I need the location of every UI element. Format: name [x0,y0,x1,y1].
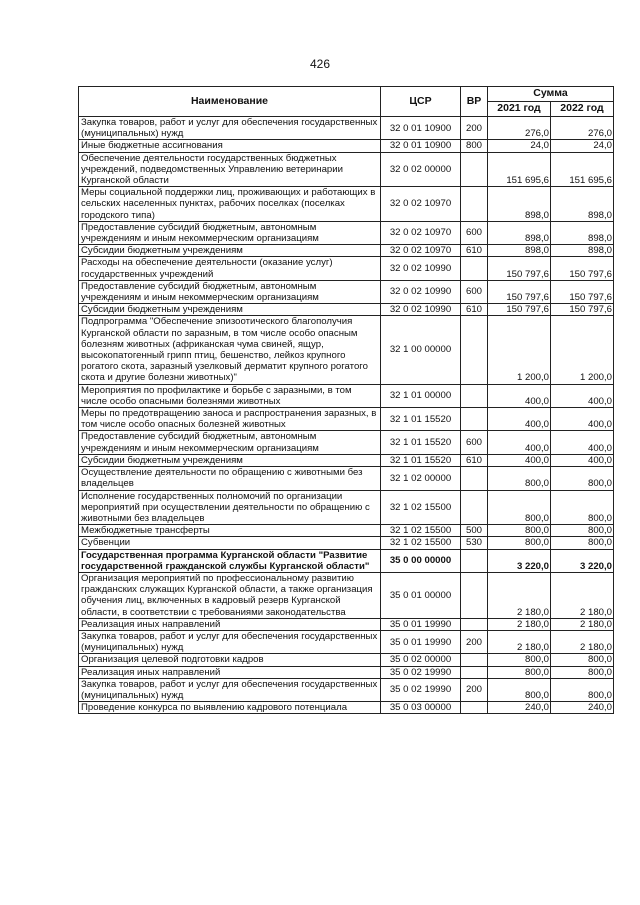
row-csr: 32 1 00 00000 [381,316,461,384]
row-vr [461,572,488,618]
row-name: Обеспечение деятельности государственных бюджетных учреждений, подведомственных Управлению ветеринарии Курганской области [79,152,381,187]
row-name: Субсидии бюджетным учреждениям [79,454,381,466]
row-csr: 35 0 02 19990 [381,666,461,678]
row-sum-2021: 400,0 [488,408,551,431]
row-csr: 32 0 01 10900 [381,117,461,140]
row-vr: 610 [461,245,488,257]
row-sum-2021: 240,0 [488,702,551,714]
table-row [79,257,614,280]
row-sum-2022: 800,0 [551,525,614,537]
table-row [79,280,614,303]
row-vr: 610 [461,454,488,466]
row-csr: 32 0 02 00000 [381,152,461,187]
table-row [79,572,614,618]
header-name: Наименование [79,87,381,117]
table-row [79,702,614,714]
row-sum-2021: 2 180,0 [488,618,551,630]
table-row [79,117,614,140]
table-row [79,678,614,701]
budget-table [78,86,614,714]
row-sum-2022: 2 180,0 [551,618,614,630]
row-name: Осуществление деятельности по обращению с животными без владельцев [79,467,381,490]
row-sum-2022: 400,0 [551,431,614,454]
row-name: Реализация иных направлений [79,666,381,678]
table-row [79,525,614,537]
row-name: Субвенции [79,537,381,549]
row-csr: 32 1 01 15520 [381,454,461,466]
row-name: Исполнение государственных полномочий по организации мероприятий при осуществлении деятельности по обращению с животными без владельцев [79,490,381,525]
row-name: Предоставление субсидий бюджетным, автономным учреждениям и иным некоммерческим организациям [79,221,381,244]
row-sum-2022: 800,0 [551,467,614,490]
row-vr [461,408,488,431]
row-csr: 35 0 03 00000 [381,702,461,714]
row-name: Закупка товаров, работ и услуг для обеспечения государственных (муниципальных) нужд [79,630,381,653]
row-vr: 200 [461,678,488,701]
row-vr [461,666,488,678]
row-name: Мероприятия по профилактике и борьбе с заразными, в том числе особо опасными болезнями животных [79,384,381,407]
row-csr: 32 0 02 10990 [381,280,461,303]
row-name: Закупка товаров, работ и услуг для обеспечения государственных (муниципальных) нужд [79,117,381,140]
header-2022: 2022 год [551,102,614,117]
row-sum-2021: 800,0 [488,537,551,549]
header-csr: ЦСР [381,87,461,117]
row-sum-2022: 898,0 [551,221,614,244]
table-row [79,408,614,431]
row-sum-2021: 800,0 [488,678,551,701]
table-row [79,467,614,490]
row-sum-2022: 898,0 [551,245,614,257]
row-vr [461,618,488,630]
table-row [79,630,614,653]
row-csr: 35 0 01 19990 [381,618,461,630]
row-sum-2021: 800,0 [488,654,551,666]
row-sum-2022: 1 200,0 [551,316,614,384]
row-csr: 35 0 02 00000 [381,654,461,666]
header-sum: Сумма [488,87,614,102]
row-name: Предоставление субсидий бюджетным, автономным учреждениям и иным некоммерческим организациям [79,431,381,454]
row-vr [461,187,488,222]
table-row [79,316,614,384]
row-sum-2021: 400,0 [488,384,551,407]
row-csr: 32 0 01 10900 [381,140,461,152]
row-sum-2021: 24,0 [488,140,551,152]
table-row [79,140,614,152]
row-vr [461,316,488,384]
row-sum-2022: 151 695,6 [551,152,614,187]
row-sum-2022: 800,0 [551,537,614,549]
table-header [79,87,614,117]
row-sum-2022: 800,0 [551,654,614,666]
row-name: Межбюджетные трансферты [79,525,381,537]
table-row [79,221,614,244]
row-vr [461,257,488,280]
row-vr [461,384,488,407]
row-csr: 32 0 02 10990 [381,257,461,280]
row-sum-2021: 151 695,6 [488,152,551,187]
row-sum-2022: 2 180,0 [551,630,614,653]
row-sum-2022: 400,0 [551,454,614,466]
row-sum-2022: 240,0 [551,702,614,714]
row-csr: 35 0 01 00000 [381,572,461,618]
row-name: Расходы на обеспечение деятельности (оказание услуг) государственных учреждений [79,257,381,280]
row-vr: 200 [461,630,488,653]
row-sum-2021: 800,0 [488,467,551,490]
row-sum-2022: 400,0 [551,408,614,431]
row-csr: 35 0 02 19990 [381,678,461,701]
row-csr: 32 1 02 15500 [381,537,461,549]
row-vr: 600 [461,221,488,244]
table-row [79,537,614,549]
row-name: Подпрограмма "Обеспечение эпизоотического благополучия Курганской области по заразным, в том числе особо опасным болезням животных (африканская чума свиней, ящур, высокопатогенный грипп птиц, бешенство, лейкоз крупного рогатого скота, заразный узелковый дерматит крупного рогатого скота и другие болезни животных)" [79,316,381,384]
header-2021: 2021 год [488,102,551,117]
row-vr [461,702,488,714]
row-sum-2022: 400,0 [551,384,614,407]
table-row [79,618,614,630]
row-csr: 32 0 02 10970 [381,221,461,244]
row-vr [461,490,488,525]
table-row [79,490,614,525]
row-sum-2022: 898,0 [551,187,614,222]
row-sum-2021: 400,0 [488,431,551,454]
row-vr: 530 [461,537,488,549]
row-sum-2022: 800,0 [551,678,614,701]
row-vr: 600 [461,431,488,454]
row-name: Закупка товаров, работ и услуг для обеспечения государственных (муниципальных) нужд [79,678,381,701]
row-sum-2022: 800,0 [551,490,614,525]
row-sum-2021: 2 180,0 [488,572,551,618]
row-sum-2022: 800,0 [551,666,614,678]
table-row [79,152,614,187]
row-sum-2022: 3 220,0 [551,549,614,572]
row-vr: 200 [461,117,488,140]
row-sum-2021: 150 797,6 [488,280,551,303]
row-csr: 32 1 02 00000 [381,467,461,490]
row-csr: 35 0 01 19990 [381,630,461,653]
row-csr: 32 1 02 15500 [381,525,461,537]
row-name: Проведение конкурса по выявлению кадрового потенциала [79,702,381,714]
row-csr: 35 0 00 00000 [381,549,461,572]
row-vr [461,152,488,187]
row-csr: 32 0 02 10990 [381,304,461,316]
row-name: Субсидии бюджетным учреждениям [79,245,381,257]
table-row [79,666,614,678]
row-csr: 32 0 02 10970 [381,245,461,257]
row-name: Иные бюджетные ассигнования [79,140,381,152]
row-sum-2021: 2 180,0 [488,630,551,653]
row-sum-2022: 2 180,0 [551,572,614,618]
row-name: Меры по предотвращению заноса и распространения заразных, в том числе особо опасных болезней животных [79,408,381,431]
row-csr: 32 1 01 15520 [381,431,461,454]
row-sum-2021: 800,0 [488,525,551,537]
table-row [79,431,614,454]
row-csr: 32 1 01 15520 [381,408,461,431]
row-sum-2021: 3 220,0 [488,549,551,572]
row-sum-2022: 150 797,6 [551,304,614,316]
row-sum-2021: 898,0 [488,245,551,257]
row-vr [461,549,488,572]
header-vr: ВР [461,87,488,117]
table-row [79,654,614,666]
row-name: Организация мероприятий по профессиональному развитию гражданских служащих Курганской области, а также организация обучения лиц, включенных в кадровый резерв Курганской области, в соответствии с требованиями законодательства [79,572,381,618]
table-row [79,384,614,407]
row-sum-2021: 1 200,0 [488,316,551,384]
row-vr: 800 [461,140,488,152]
table-row [79,187,614,222]
row-name: Предоставление субсидий бюджетным, автономным учреждениям и иным некоммерческим организациям [79,280,381,303]
row-sum-2021: 898,0 [488,221,551,244]
table-body [79,117,614,714]
row-sum-2021: 400,0 [488,454,551,466]
row-name: Меры социальной поддержки лиц, проживающих и работающих в сельских населенных пунктах, рабочих поселках (поселках городского типа) [79,187,381,222]
row-name: Субсидии бюджетным учреждениям [79,304,381,316]
row-sum-2021: 276,0 [488,117,551,140]
page-number: 426 [309,57,331,71]
row-sum-2021: 150 797,6 [488,257,551,280]
table-row [79,454,614,466]
row-sum-2021: 150 797,6 [488,304,551,316]
row-sum-2022: 150 797,6 [551,257,614,280]
table-row [79,549,614,572]
row-sum-2022: 276,0 [551,117,614,140]
row-csr: 32 0 02 10970 [381,187,461,222]
row-vr [461,467,488,490]
row-sum-2021: 800,0 [488,666,551,678]
row-csr: 32 1 02 15500 [381,490,461,525]
row-vr: 600 [461,280,488,303]
row-sum-2021: 898,0 [488,187,551,222]
table-row [79,245,614,257]
row-name: Государственная программа Курганской области "Развитие государственной гражданской службы Курганской области" [79,549,381,572]
row-name: Организация целевой подготовки кадров [79,654,381,666]
row-vr: 500 [461,525,488,537]
row-sum-2022: 150 797,6 [551,280,614,303]
table-row [79,304,614,316]
row-vr: 610 [461,304,488,316]
row-csr: 32 1 01 00000 [381,384,461,407]
row-name: Реализация иных направлений [79,618,381,630]
row-sum-2022: 24,0 [551,140,614,152]
row-sum-2021: 800,0 [488,490,551,525]
row-vr [461,654,488,666]
